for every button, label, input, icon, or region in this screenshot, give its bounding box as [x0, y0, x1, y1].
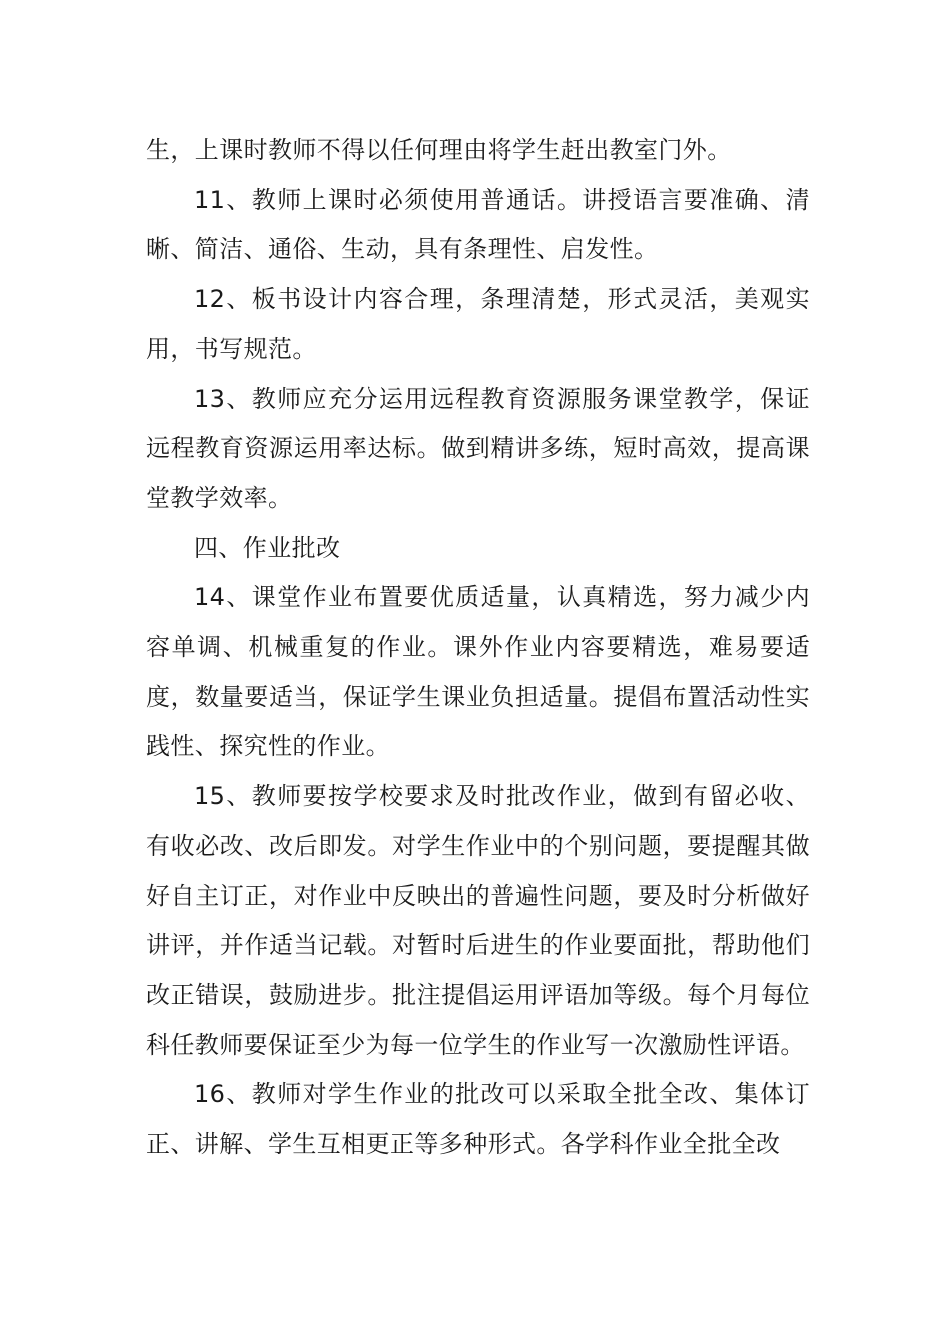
document-body [146, 126, 810, 1170]
paragraph-continuation: 生，上课时教师不得以任何理由将学生赶出教室门外。 [146, 136, 732, 164]
paragraph-item-13: 13、教师应充分运用远程教育资源服务课堂教学，保证远程教育资源运用率达标。做到精讲多练，短时高效，提高课堂教学效率。 [146, 384, 810, 512]
paragraph-item-12: 12、板书设计内容合理，条理清楚，形式灵活，美观实用，书写规范。 [146, 285, 810, 363]
paragraph-item-11: 11、教师上课时必须使用普通话。讲授语言要准确、清晰、简洁、通俗、生动，具有条理性、启发性。 [146, 185, 810, 264]
paragraph-item-14: 14、课堂作业布置要优质适量，认真精选，努力减少内容单调、机械重复的作业。课外作业内容要精选，难易要适度，数量要适当，保证学生课业负担适量。提倡布置活动性实践性、探究性的作业。 [146, 583, 810, 761]
section-heading-homework: 四、作业批改 [194, 533, 341, 562]
paragraph-item-16: 16、教师对学生作业的批改可以采取全批全改、集体订正、讲解、学生互相更正等多种形式。各学科作业全批全改 [146, 1080, 810, 1159]
paragraph-item-15: 15、教师要按学校要求及时批改作业，做到有留必收、有收必改、改后即发。对学生作业中的个别问题，要提醒其做好自主订正，对作业中反映出的普遍性问题，要及时分析做好讲评，并作适当记载。对暂时后进生的作业要面批，帮助他们改正错误，鼓励进步。批注提倡运用评语加等级。每个月每位科任教师要保证至少为每一位学生的作业写一次激励性评语。 [146, 782, 810, 1059]
